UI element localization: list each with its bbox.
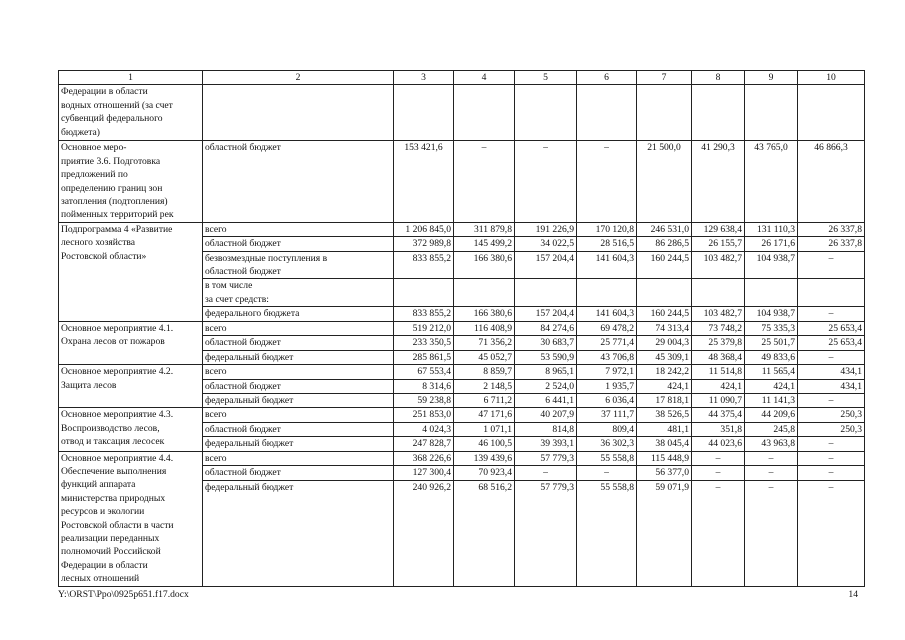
value-cell: – [798,481,865,587]
value-cell: 2 148,5 [454,379,515,393]
value-cell: 40 207,9 [515,408,577,422]
funding-source-cell: федеральный бюджет [203,437,394,451]
value-cell: 18 242,2 [637,365,692,379]
value-cell: 45 052,7 [454,350,515,364]
program-name-cell: Основное меро- приятие 3.6. Подготовка предложений по определению границ зон затопления (подтопления) пойменных территорий рек [59,141,203,222]
value-cell: 424,1 [637,379,692,393]
value-cell: 250,3 [798,422,865,436]
value-cell: 1 071,1 [454,422,515,436]
value-cell: 25 771,4 [577,336,637,350]
value-cell: 11 514,8 [692,365,745,379]
funding-source-cell: федеральный бюджет [203,393,394,407]
value-cell: 26 337,8 [798,237,865,251]
budget-table [58,70,865,587]
value-cell: 45 309,1 [637,350,692,364]
value-cell: 59 238,8 [394,393,454,407]
value-cell: 103 482,7 [692,251,745,279]
value-cell: 75 335,3 [745,321,798,335]
value-cell [692,279,745,307]
value-cell [692,85,745,141]
value-cell: 11 141,3 [745,393,798,407]
value-cell: 43 963,8 [745,437,798,451]
value-cell: 37 111,7 [577,408,637,422]
value-cell: – [798,307,865,321]
value-cell: 47 171,6 [454,408,515,422]
value-cell: 129 638,4 [692,222,745,236]
value-cell: – [745,451,798,466]
funding-source-cell: всего [203,222,394,236]
value-cell: – [692,466,745,481]
value-cell: – [798,251,865,279]
header-col-5: 5 [515,71,577,85]
funding-source-cell: всего [203,365,394,379]
value-cell: 57 779,3 [515,481,577,587]
header-col-8: 8 [692,71,745,85]
value-cell [798,279,865,307]
value-cell: 44 023,6 [692,437,745,451]
table-row [59,365,865,379]
funding-source-cell: федеральный бюджет [203,481,394,587]
value-cell: 424,1 [745,379,798,393]
funding-source-cell: областной бюджет [203,466,394,481]
table-row [59,408,865,422]
header-col-3: 3 [394,71,454,85]
funding-source-cell: областной бюджет [203,141,394,222]
value-cell: 44 209,6 [745,408,798,422]
value-cell: 246 531,0 [637,222,692,236]
value-cell: 127 300,4 [394,466,454,481]
header-col-2: 2 [203,71,394,85]
value-cell: 17 818,1 [637,393,692,407]
value-cell: 36 302,3 [577,437,637,451]
value-cell: – [454,141,515,222]
value-cell [745,85,798,141]
value-cell: 191 226,9 [515,222,577,236]
value-cell: 7 972,1 [577,365,637,379]
value-cell: 4 024,3 [394,422,454,436]
value-cell: 43 706,8 [577,350,637,364]
program-name-cell: Федерации в области водных отношений (за счет субвенций федерального бюджета) [59,85,203,141]
program-name-cell: Подпрограмма 4 «Развитие лесного хозяйства Ростовской области» [59,222,203,321]
value-cell: 170 120,8 [577,222,637,236]
value-cell [394,85,454,141]
value-cell: 833 855,2 [394,251,454,279]
value-cell: 8 859,7 [454,365,515,379]
value-cell: 38 526,5 [637,408,692,422]
funding-source-cell: всего [203,321,394,335]
value-cell: 73 748,2 [692,321,745,335]
value-cell: 74 313,4 [637,321,692,335]
header-col-6: 6 [577,71,637,85]
value-cell [577,279,637,307]
value-cell: – [515,466,577,481]
value-cell: 233 350,5 [394,336,454,350]
value-cell: 103 482,7 [692,307,745,321]
file-path: Y:\ORST\Ppo\0925p651.f17.docx [58,589,189,600]
value-cell: 53 590,9 [515,350,577,364]
value-cell: 6 036,4 [577,393,637,407]
value-cell: 43 765,0 [745,141,798,222]
value-cell [637,279,692,307]
value-cell: 38 045,4 [637,437,692,451]
program-name-cell: Основное мероприятие 4.2. Защита лесов [59,365,203,408]
value-cell: 86 286,5 [637,237,692,251]
value-cell: 67 553,4 [394,365,454,379]
value-cell: 519 212,0 [394,321,454,335]
value-cell: 34 022,5 [515,237,577,251]
value-cell [515,279,577,307]
value-cell: – [798,466,865,481]
value-cell: 71 356,2 [454,336,515,350]
value-cell: 55 558,8 [577,451,637,466]
value-cell: 11 090,7 [692,393,745,407]
funding-source-cell: федеральный бюджет [203,350,394,364]
value-cell: 251 853,0 [394,408,454,422]
value-cell: – [798,437,865,451]
value-cell: 104 938,7 [745,251,798,279]
header-col-1: 1 [59,71,203,85]
value-cell [577,85,637,141]
value-cell: 139 439,6 [454,451,515,466]
value-cell: 68 516,2 [454,481,515,587]
value-cell: 55 558,8 [577,481,637,587]
value-cell: 56 377,0 [637,466,692,481]
value-cell: 25 379,8 [692,336,745,350]
value-cell: 48 368,4 [692,350,745,364]
value-cell: 26 337,8 [798,222,865,236]
value-cell [798,85,865,141]
value-cell: – [692,481,745,587]
value-cell: 29 004,3 [637,336,692,350]
value-cell: – [515,141,577,222]
value-cell: 2 524,0 [515,379,577,393]
value-cell: 245,8 [745,422,798,436]
header-col-9: 9 [745,71,798,85]
value-cell: – [577,466,637,481]
value-cell: 1 206 845,0 [394,222,454,236]
value-cell: 153 421,6 [394,141,454,222]
table-row [59,141,865,222]
value-cell [454,279,515,307]
program-name-cell: Основное мероприятие 4.3. Воспроизводство лесов, отвод и таксация лесосек [59,408,203,451]
value-cell: 285 861,5 [394,350,454,364]
funding-source-cell: областной бюджет [203,422,394,436]
header-col-10: 10 [798,71,865,85]
table-row [59,85,865,141]
value-cell: 166 380,6 [454,251,515,279]
value-cell: 160 244,5 [637,307,692,321]
value-cell: 26 171,6 [745,237,798,251]
value-cell: 240 926,2 [394,481,454,587]
value-cell: 39 393,1 [515,437,577,451]
value-cell: 247 828,7 [394,437,454,451]
value-cell: 115 448,9 [637,451,692,466]
page-number: 14 [848,589,858,600]
table-row [59,321,865,335]
value-cell [745,279,798,307]
value-cell: 250,3 [798,408,865,422]
funding-source-cell: областной бюджет [203,379,394,393]
value-cell: 84 274,6 [515,321,577,335]
value-cell: 116 408,9 [454,321,515,335]
header-col-4: 4 [454,71,515,85]
table-row [59,451,865,466]
value-cell: 131 110,3 [745,222,798,236]
value-cell: 814,8 [515,422,577,436]
value-cell: 25 501,7 [745,336,798,350]
funding-source-cell: всего [203,451,394,466]
funding-source-cell: федерального бюджета [203,307,394,321]
value-cell: – [577,141,637,222]
value-cell: 372 989,8 [394,237,454,251]
value-cell: – [692,451,745,466]
value-cell: 46 866,3 [798,141,865,222]
funding-source-cell: областной бюджет [203,336,394,350]
value-cell: – [798,350,865,364]
value-cell: 46 100,5 [454,437,515,451]
header-col-7: 7 [637,71,692,85]
value-cell: 11 565,4 [745,365,798,379]
value-cell: – [745,481,798,587]
value-cell: 141 604,3 [577,251,637,279]
value-cell: 49 833,6 [745,350,798,364]
value-cell: – [798,393,865,407]
program-name-cell: Основное мероприятие 4.1. Охрана лесов от пожаров [59,321,203,364]
value-cell: 25 653,4 [798,336,865,350]
value-cell: 166 380,6 [454,307,515,321]
value-cell: 145 499,2 [454,237,515,251]
value-cell: 28 516,5 [577,237,637,251]
value-cell: 434,1 [798,365,865,379]
value-cell: – [745,466,798,481]
value-cell [454,85,515,141]
value-cell: – [798,451,865,466]
value-cell: 25 653,4 [798,321,865,335]
value-cell: 30 683,7 [515,336,577,350]
program-name-cell: Основное мероприятие 4.4. Обеспечение выполнения функций аппарата министерства природных ресурсов и экологии Ростовской области в части реализации переданных полномочий Российской Федерации в области лесных отношений [59,451,203,586]
value-cell: 6 711,2 [454,393,515,407]
value-cell: 368 226,6 [394,451,454,466]
value-cell: 57 779,3 [515,451,577,466]
value-cell: 26 155,7 [692,237,745,251]
funding-source-cell: в том числе за счет средств: [203,279,394,307]
funding-source-cell [203,85,394,141]
value-cell [637,85,692,141]
value-cell: 157 204,4 [515,307,577,321]
funding-source-cell: безвозмездные поступления в областной бюджет [203,251,394,279]
value-cell: 160 244,5 [637,251,692,279]
value-cell: 157 204,4 [515,251,577,279]
value-cell: 141 604,3 [577,307,637,321]
value-cell: 44 375,4 [692,408,745,422]
value-cell [394,279,454,307]
value-cell: 8 314,6 [394,379,454,393]
value-cell: 6 441,1 [515,393,577,407]
value-cell: 1 935,7 [577,379,637,393]
value-cell: 481,1 [637,422,692,436]
value-cell: 8 965,1 [515,365,577,379]
value-cell [515,85,577,141]
table-row [59,222,865,236]
value-cell: 104 938,7 [745,307,798,321]
value-cell: 70 923,4 [454,466,515,481]
funding-source-cell: областной бюджет [203,237,394,251]
value-cell: 424,1 [692,379,745,393]
value-cell: 351,8 [692,422,745,436]
funding-source-cell: всего [203,408,394,422]
header-row [59,71,865,85]
value-cell: 434,1 [798,379,865,393]
value-cell: 69 478,2 [577,321,637,335]
value-cell: 311 879,8 [454,222,515,236]
value-cell: 41 290,3 [692,141,745,222]
value-cell: 809,4 [577,422,637,436]
value-cell: 833 855,2 [394,307,454,321]
value-cell: 59 071,9 [637,481,692,587]
value-cell: 21 500,0 [637,141,692,222]
